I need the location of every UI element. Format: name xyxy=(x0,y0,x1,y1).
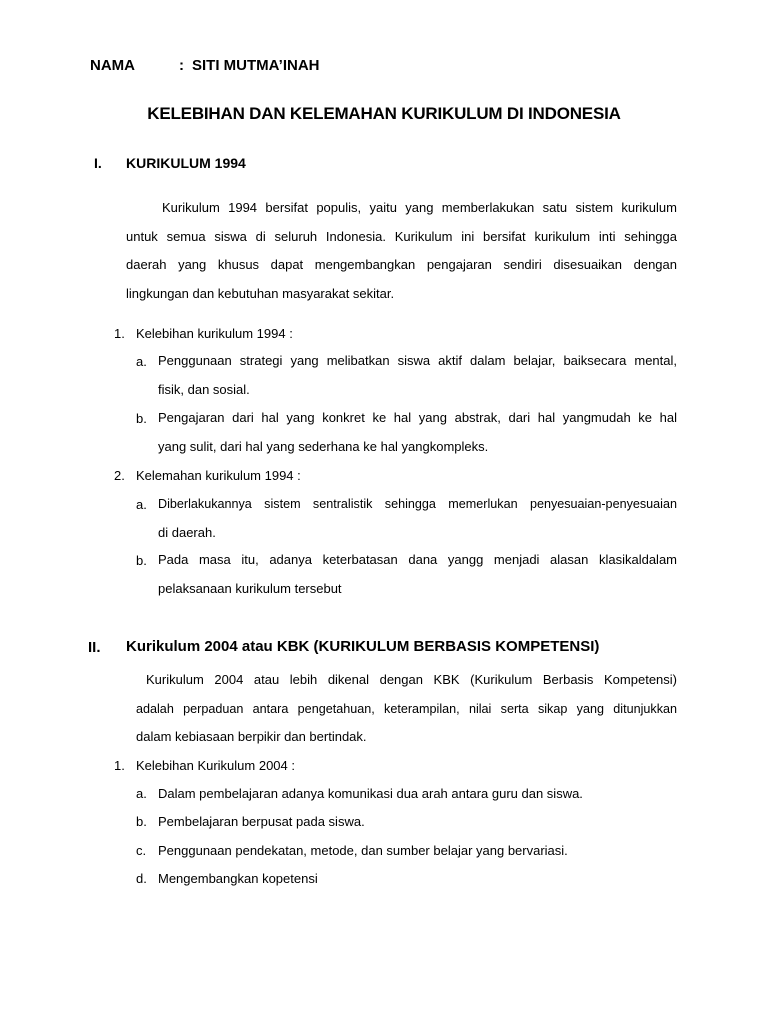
list-marker: 1. xyxy=(114,326,125,341)
paragraph-line: untuk semua siswa di seluruh Indonesia. Kurikulum ini bersifat kurikulum inti sehingga xyxy=(126,228,677,244)
sublist-marker: a. xyxy=(136,786,147,801)
sublist-item xyxy=(158,490,677,547)
sublist-marker: a. xyxy=(136,497,147,512)
section1-paragraph xyxy=(126,194,677,308)
sublist-line: Pada masa itu, adanya keterbatasan dana yangg menjadi alasan klasikaldalam xyxy=(158,552,677,567)
sublist-item xyxy=(158,546,677,603)
paragraph-line: dalam kebiasaan berpikir dan bertindak. xyxy=(136,729,367,744)
list-item-label: Kelebihan Kurikulum 2004 : xyxy=(136,758,295,773)
nama-value: SITI MUTMA’INAH xyxy=(192,57,320,74)
paragraph-line: adalah perpaduan antara pengetahuan, keterampilan, nilai serta sikap yang ditunjukkan xyxy=(136,701,677,716)
sublist-item: Penggunaan pendekatan, metode, dan sumber belajar yang bervariasi. xyxy=(158,843,568,858)
sublist-marker: b. xyxy=(136,411,147,426)
sublist-marker: c. xyxy=(136,843,147,858)
sublist-item xyxy=(158,347,677,404)
list-marker: 1. xyxy=(114,758,125,773)
sublist-line: Diberlakukannya sistem sentralistik sehingga memerlukan penyesuaian-penyesuaian xyxy=(158,497,677,511)
sublist-line: di daerah. xyxy=(158,524,216,540)
nama-colon: : xyxy=(179,57,184,74)
section1-heading: KURIKULUM 1994 xyxy=(126,155,246,171)
paragraph-line: lingkungan dan kebutuhan masyarakat sekitar. xyxy=(126,285,395,301)
section2-heading: Kurikulum 2004 atau KBK (KURIKULUM BERBASIS KOMPETENSI) xyxy=(126,638,600,655)
sublist-item: Dalam pembelajaran adanya komunikasi dua arah antara guru dan siswa. xyxy=(158,786,583,801)
sublist-marker: b. xyxy=(136,814,147,829)
sublist-marker: d. xyxy=(136,871,147,886)
sublist-line: Penggunaan strategi yang melibatkan siswa aktif dalam belajar, baiksecara mental, xyxy=(158,353,677,368)
sublist-item: Pembelajaran berpusat pada siswa. xyxy=(158,814,365,829)
sublist-line: yang sulit, dari hal yang sederhana ke hal yangkompleks. xyxy=(158,438,489,454)
sublist-line: fisik, dan sosial. xyxy=(158,381,250,397)
list-marker: 2. xyxy=(114,468,125,483)
sublist-item xyxy=(158,404,677,461)
section1-number: I. xyxy=(94,155,102,171)
sublist-line: pelaksanaan kurikulum tersebut xyxy=(158,580,342,596)
sublist-marker: b. xyxy=(136,553,147,568)
document-title: KELEBIHAN DAN KELEMAHAN KURIKULUM DI INDONESIA xyxy=(147,104,621,123)
list-item-label: Kelemahan kurikulum 1994 : xyxy=(136,468,301,483)
paragraph-line: daerah yang khusus dapat mengembangkan pengajaran sendiri disesuaikan dengan xyxy=(126,257,677,272)
sublist-line: Pengajaran dari hal yang konkret ke hal yang abstrak, dari hal yangmudah ke hal xyxy=(158,410,677,425)
nama-label: NAMA xyxy=(90,57,135,74)
paragraph-line: Kurikulum 2004 atau lebih dikenal dengan KBK (Kurikulum Berbasis Kompetensi) xyxy=(146,672,677,687)
paragraph-line: Kurikulum 1994 bersifat populis, yaitu yang memberlakukan satu sistem kurikulum xyxy=(162,200,677,215)
section2-number: II. xyxy=(88,639,101,656)
sublist-marker: a. xyxy=(136,354,147,369)
list-item-label: Kelebihan kurikulum 1994 : xyxy=(136,326,293,341)
section2-paragraph xyxy=(136,666,677,752)
sublist-item: Mengembangkan kopetensi xyxy=(158,871,318,886)
